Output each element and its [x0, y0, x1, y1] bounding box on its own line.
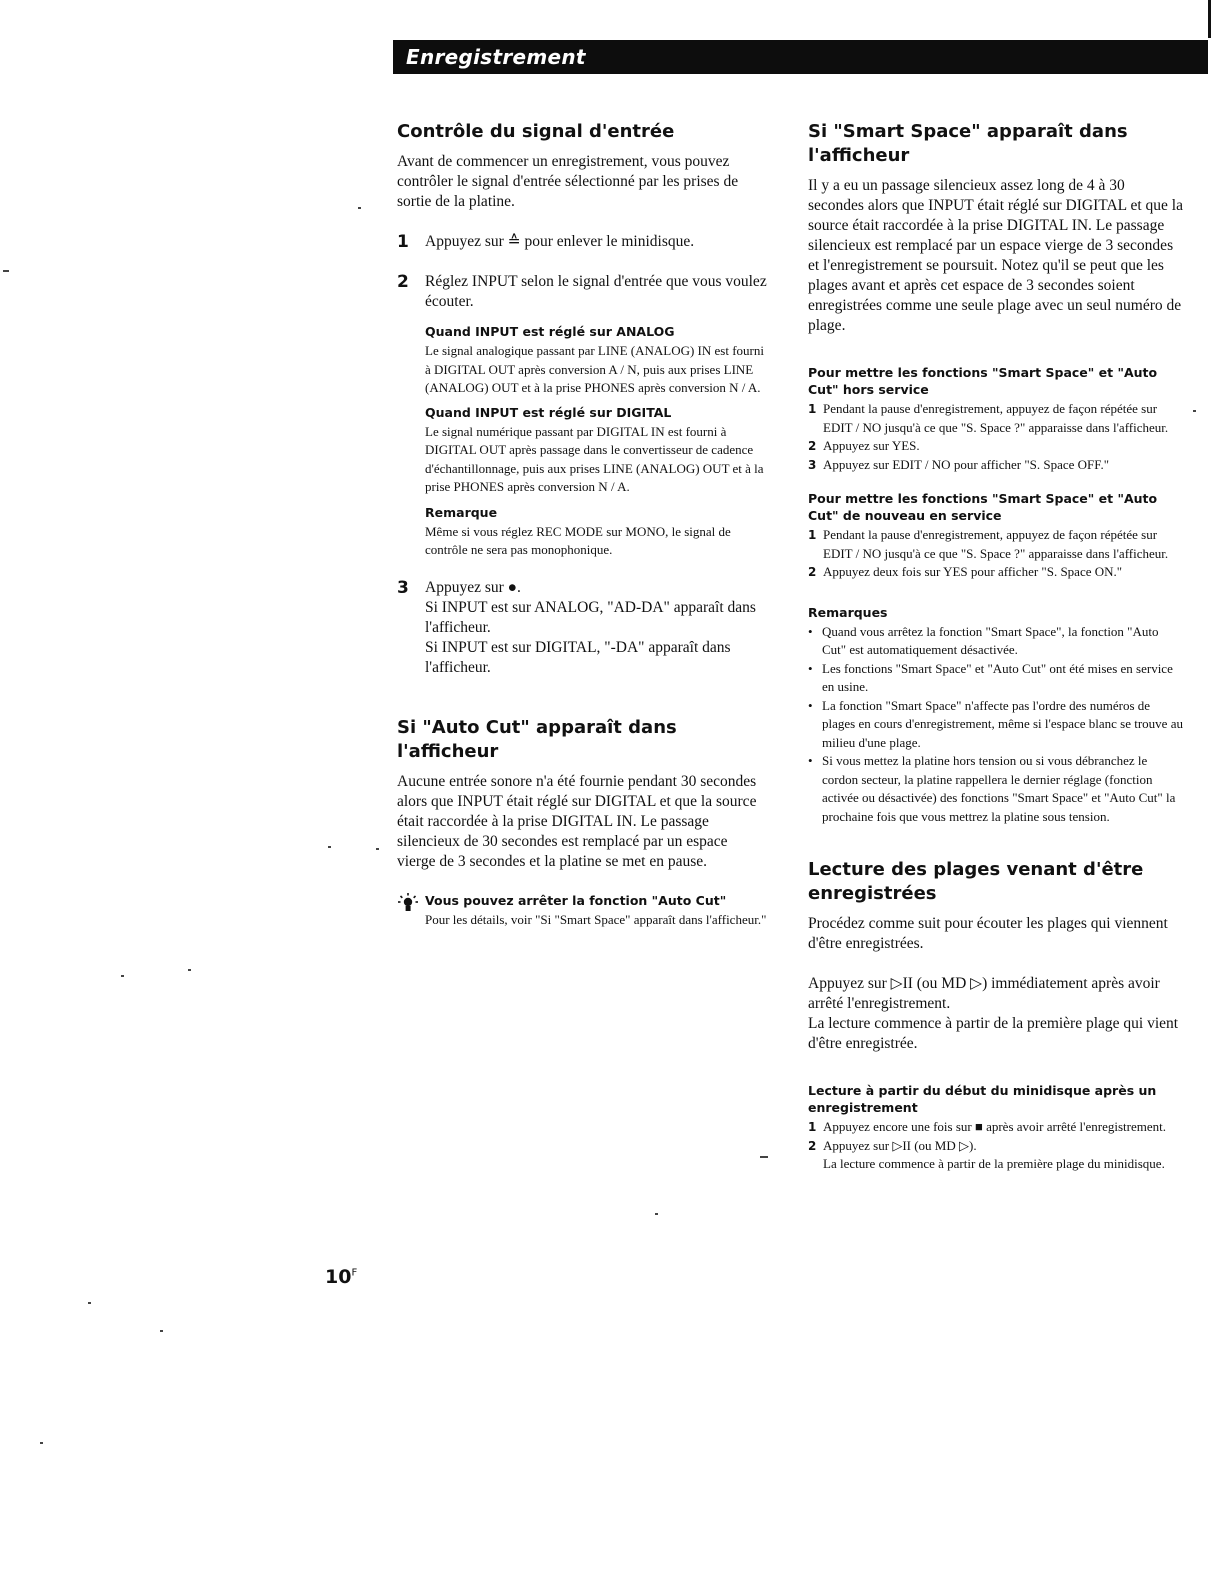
page-number [325, 1266, 357, 1288]
auto-cut-paragraph: Aucune entrée sonore n'a été fournie pendant 30 secondes alors que INPUT était réglé sur DIGITAL et que la source était raccordée à la prise DIGITAL IN. Le passage silencieux de 30 secondes est remplacé par un espace vierge de 3 secondes et la platine se met en pause. [397, 772, 757, 870]
scan-speck [376, 848, 379, 850]
item-text: Appuyez sur EDIT / NO pour afficher "S. Space OFF." [823, 456, 1110, 472]
list-item [808, 752, 1184, 826]
item-text: Les fonctions "Smart Space" et "Auto Cut" ont été mises en service en usine. [822, 660, 1173, 694]
off-steps-list [808, 400, 1184, 474]
lecture-intro: Procédez comme suit pour écouter les plages qui viennent d'être enregistrées. [808, 915, 1168, 952]
item-number: 1 [808, 402, 817, 416]
scan-speck [358, 207, 361, 209]
step-text: Appuyez sur ●. [425, 578, 521, 596]
heading-controle-signal: Contrôle du signal d'entrée [397, 121, 675, 142]
heading-auto-cut: Si "Auto Cut" apparaît dans l'afficheur [397, 716, 677, 762]
step-text: Réglez INPUT selon le signal d'entrée que vous voulez écouter. [425, 273, 767, 310]
item-text: Si vous mettez la platine hors tension ou si vous débranchez le cordon secteur, la platine rappellera le dernier réglage (fonction activée ou désactivée) des fonctions "Smart Space" et "Auto Cut" la prochaine fois que vous mettrez la platine sous tension. [822, 753, 1176, 824]
step-number: 3 [397, 577, 409, 598]
list-item [808, 437, 1184, 456]
heading-smart-space: Si "Smart Space" apparaît dans l'afficheur [808, 121, 1128, 166]
item-number: 3 [808, 457, 817, 472]
note-text: Même si vous réglez REC MODE sur MONO, le signal de contrôle ne sera pas monophonique. [425, 523, 731, 557]
scan-speck [188, 969, 191, 971]
remarks-heading: Remarques [808, 604, 888, 620]
item-text: Appuyez encore une fois sur ■ après avoir arrêté l'enregistrement. [823, 1119, 1166, 1134]
step-body [425, 578, 769, 678]
bullet-icon: • [808, 660, 813, 676]
note-heading: Remarque [425, 504, 498, 520]
right-column [808, 120, 1184, 1174]
left-column [397, 120, 769, 929]
scan-speck [160, 1330, 163, 1332]
intro-paragraph: Avant de commencer un enregistrement, vous pouvez contrôler le signal d'entrée sélectionné par les prises de sortie de la platine. [397, 153, 739, 210]
item-text: La fonction "Smart Space" n'affecte pas l'ordre des numéros de plages en cours d'enregistrement, même si l'espace blanc se trouve au milieu d'une plage. [822, 697, 1183, 750]
digital-subheading: Quand INPUT est réglé sur DIGITAL [425, 404, 672, 420]
page-number-value: 10 [325, 1266, 352, 1288]
tip-content [425, 892, 766, 930]
item-number: 2 [808, 565, 817, 579]
lecture-paragraph-2: La lecture commence à partir de la première plage qui vient d'être enregistrée. [808, 1015, 1179, 1052]
step-text: Appuyez sur ≙ pour enlever le minidisque. [425, 233, 695, 250]
list-item [808, 400, 1184, 437]
item-text: Appuyez sur YES. [823, 438, 920, 453]
lightbulb-icon [397, 892, 425, 921]
digital-text: Le signal numérique passant par DIGITAL IN est fourni à DIGITAL OUT après passage dans le convertisseur de cadence d'échantillonnage, puis aux prises LINE (ANALOG) OUT et à la prise PHONES après conversion N / A. [425, 423, 764, 494]
item-text: Appuyez sur ▷II (ou MD ▷). [823, 1137, 977, 1153]
step-1 [397, 232, 769, 252]
heading-lecture-plages: Lecture des plages venant d'être enregistrées [808, 859, 1144, 904]
item-text: Pendant la pause d'enregistrement, appuyez de façon répétée sur EDIT / NO jusqu'à ce que "S. Space ?" apparaisse dans l'afficheur. [823, 401, 1169, 435]
section-header-bar [393, 40, 1208, 74]
tip-text: Pour les détails, voir "Si "Smart Space" apparaît dans l'afficheur." [425, 911, 767, 927]
bullet-icon: • [808, 697, 813, 713]
start-steps-list [808, 1118, 1184, 1174]
on-subheading: Pour mettre les fonctions "Smart Space" et "Auto Cut" de nouveau en service [808, 491, 1158, 523]
scan-speck [760, 1156, 768, 1158]
bullet-icon: • [808, 753, 813, 768]
step-number: 1 [397, 232, 409, 252]
item-number: 2 [808, 439, 817, 453]
step-number: 2 [397, 272, 409, 292]
list-item [808, 660, 1184, 697]
smart-space-paragraph: Il y a eu un passage silencieux assez long de 4 à 30 secondes alors que INPUT était réglé sur DIGITAL et que la source était raccordée à la prise DIGITAL IN. Le passage silencieux est remplacé par un espace vierge de 3 secondes et l'enregistrement se poursuit. Notez qu'il se peut que les plages avant et après cet espace de 3 secondes soient enregistrées comme une seule plage avec un seul numéro de plage. [808, 177, 1183, 334]
item-text: Appuyez deux fois sur YES pour afficher "S. Space ON." [823, 564, 1123, 579]
tip-block [397, 892, 769, 930]
lecture-paragraph-1: Appuyez sur ▷II (ou MD ▷) immédiatement après avoir arrêté l'enregistrement. [808, 975, 1160, 1012]
scan-speck [3, 270, 9, 272]
list-item [808, 1155, 1184, 1174]
list-item [808, 526, 1184, 563]
item-text: Quand vous arrêtez la fonction "Smart Space", la fonction "Auto Cut" est automatiquement désactivée. [822, 623, 1159, 657]
on-steps-list [808, 526, 1184, 582]
list-item [808, 1118, 1184, 1137]
list-item [808, 456, 1184, 475]
list-item [808, 623, 1184, 660]
item-number: 1 [808, 1120, 817, 1134]
step-body [425, 272, 769, 560]
item-text: Pendant la pause d'enregistrement, appuyez de façon répétée sur EDIT / NO jusqu'à ce que "S. Space ?" apparaisse dans l'afficheur. [823, 527, 1169, 561]
step-2 [397, 272, 769, 560]
scan-speck [328, 846, 331, 848]
step-text: Si INPUT est sur ANALOG, "AD-DA" apparaît dans l'afficheur. [425, 598, 756, 636]
item-note: La lecture commence à partir de la première plage du minidisque. [823, 1156, 1165, 1171]
page-edge-mark [1208, 0, 1211, 38]
remarks-list [808, 623, 1184, 827]
scan-speck [121, 975, 124, 977]
analog-text: Le signal analogique passant par LINE (ANALOG) IN est fourni à DIGITAL OUT après conversion A / N, puis aux prises LINE (ANALOG) OUT et à la prise PHONES après conversion N / A. [425, 343, 764, 395]
item-number: 1 [808, 528, 817, 542]
scan-speck [1193, 410, 1196, 412]
page-number-suffix: F [351, 1267, 358, 1279]
scan-speck [40, 1442, 43, 1444]
analog-subheading: Quand INPUT est réglé sur ANALOG [425, 324, 675, 339]
list-item [808, 1137, 1184, 1156]
tip-heading: Vous pouvez arrêter la fonction "Auto Cut" [425, 892, 727, 908]
start-subheading: Lecture à partir du début du minidisque après un enregistrement [808, 1083, 1157, 1115]
list-item [808, 563, 1184, 582]
bullet-icon: • [808, 623, 813, 639]
step-text: Si INPUT est sur DIGITAL, "-DA" apparaît dans l'afficheur. [425, 638, 731, 676]
scan-speck [655, 1213, 658, 1215]
off-subheading: Pour mettre les fonctions "Smart Space" et "Auto Cut" hors service [808, 365, 1158, 397]
list-item [808, 697, 1184, 753]
section-title: Enregistrement [406, 45, 586, 69]
step-3 [397, 578, 769, 678]
scan-speck [88, 1302, 91, 1304]
item-number: 2 [808, 1138, 817, 1153]
